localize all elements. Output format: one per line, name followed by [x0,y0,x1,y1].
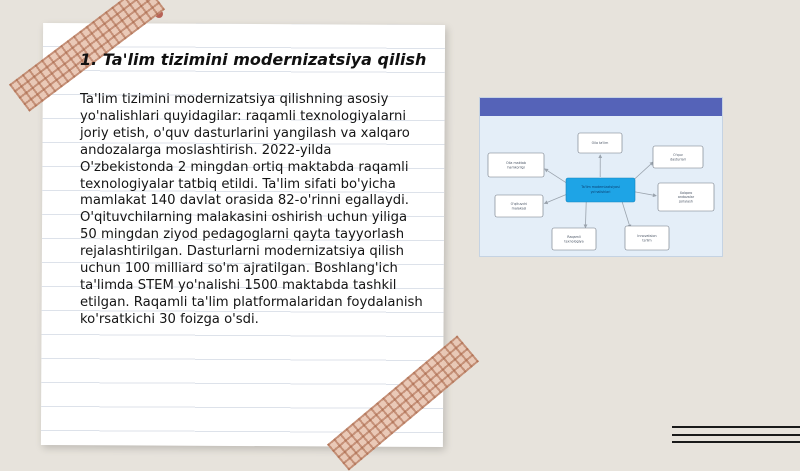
diagram-node [495,195,543,217]
diagram-node [552,228,596,250]
slide-body-text: Ta'lim tizimini modernizatsiya qilishning asosiy yo'nalishlari quyidagilar: raqamli texnologiyalarni joriy etish, o'quv dasturlarini yangilash va xalqaro andozalarga moslashtirish. 2022-yilda O'zbekistonda 2 mingdan ortiq maktabda raqamli texnologiyalar tatbiq etildi. Ta'lim sifati bo'yicha mamlakat 140 davlat orasida 82-o'rinni egallaydi. O'qituvchilarning malakasini oshirish uchun yiliga 50 mingdan ziyod pedagoglarni qayta tayyorlash rejalashtirilgan. Dasturlarni modernizatsiya qilish uchun 100 milliard so'm ajratilgan. Boshlang'ich ta'limda STEM yo'nalishi 1500 maktabda tashkil etilgan. Raqamli ta'lim platformalaridan foydalanish ko'rsatkichi 30 foizga o'sdi. [80,92,425,329]
decor-line [672,434,800,436]
diagram-node-label: dasturlari [670,157,686,161]
decor-line [672,441,800,443]
decor-line [672,426,800,428]
center-node-label-2: yo'nalishlari [591,190,611,194]
diagram-node-label: Innovatsion [637,234,656,238]
slide-heading: 1. Ta'lim tizimini modernizatsiya qilish [80,50,426,69]
diagram-node-label: andozalar [678,195,695,199]
diagram-node-label: Oila maktab [506,161,526,165]
diagram-node [653,146,703,168]
diagram-node-label: O'quv [673,153,683,157]
diagram-node-label: joriylash [678,199,693,203]
diagram-node [658,183,714,211]
diagram-node-label: ta'lim [642,238,651,242]
diagram-center-node [566,178,635,202]
diagram-node [625,226,669,250]
mind-map-diagram [480,98,722,256]
center-node-label-1: Ta'lim modernizatsiyasi [580,185,620,189]
diagram-node-label: texnologiya [564,239,583,243]
diagram-image [479,97,723,257]
diagram-node-label: O'qituvchi [511,202,528,206]
diagram-node-label: hamkorligi [507,165,524,169]
diagram-node-label: Xalqaro [680,191,693,195]
diagram-arrow [585,201,586,227]
diagram-node [488,153,544,177]
diagram-arrow [621,199,630,228]
diagram-node-label: Raqamli [567,235,580,239]
diagram-node-label: Oila ta'lim [592,141,609,145]
diagram-node [578,133,622,153]
diagram-node-label: malakasi [512,206,527,210]
